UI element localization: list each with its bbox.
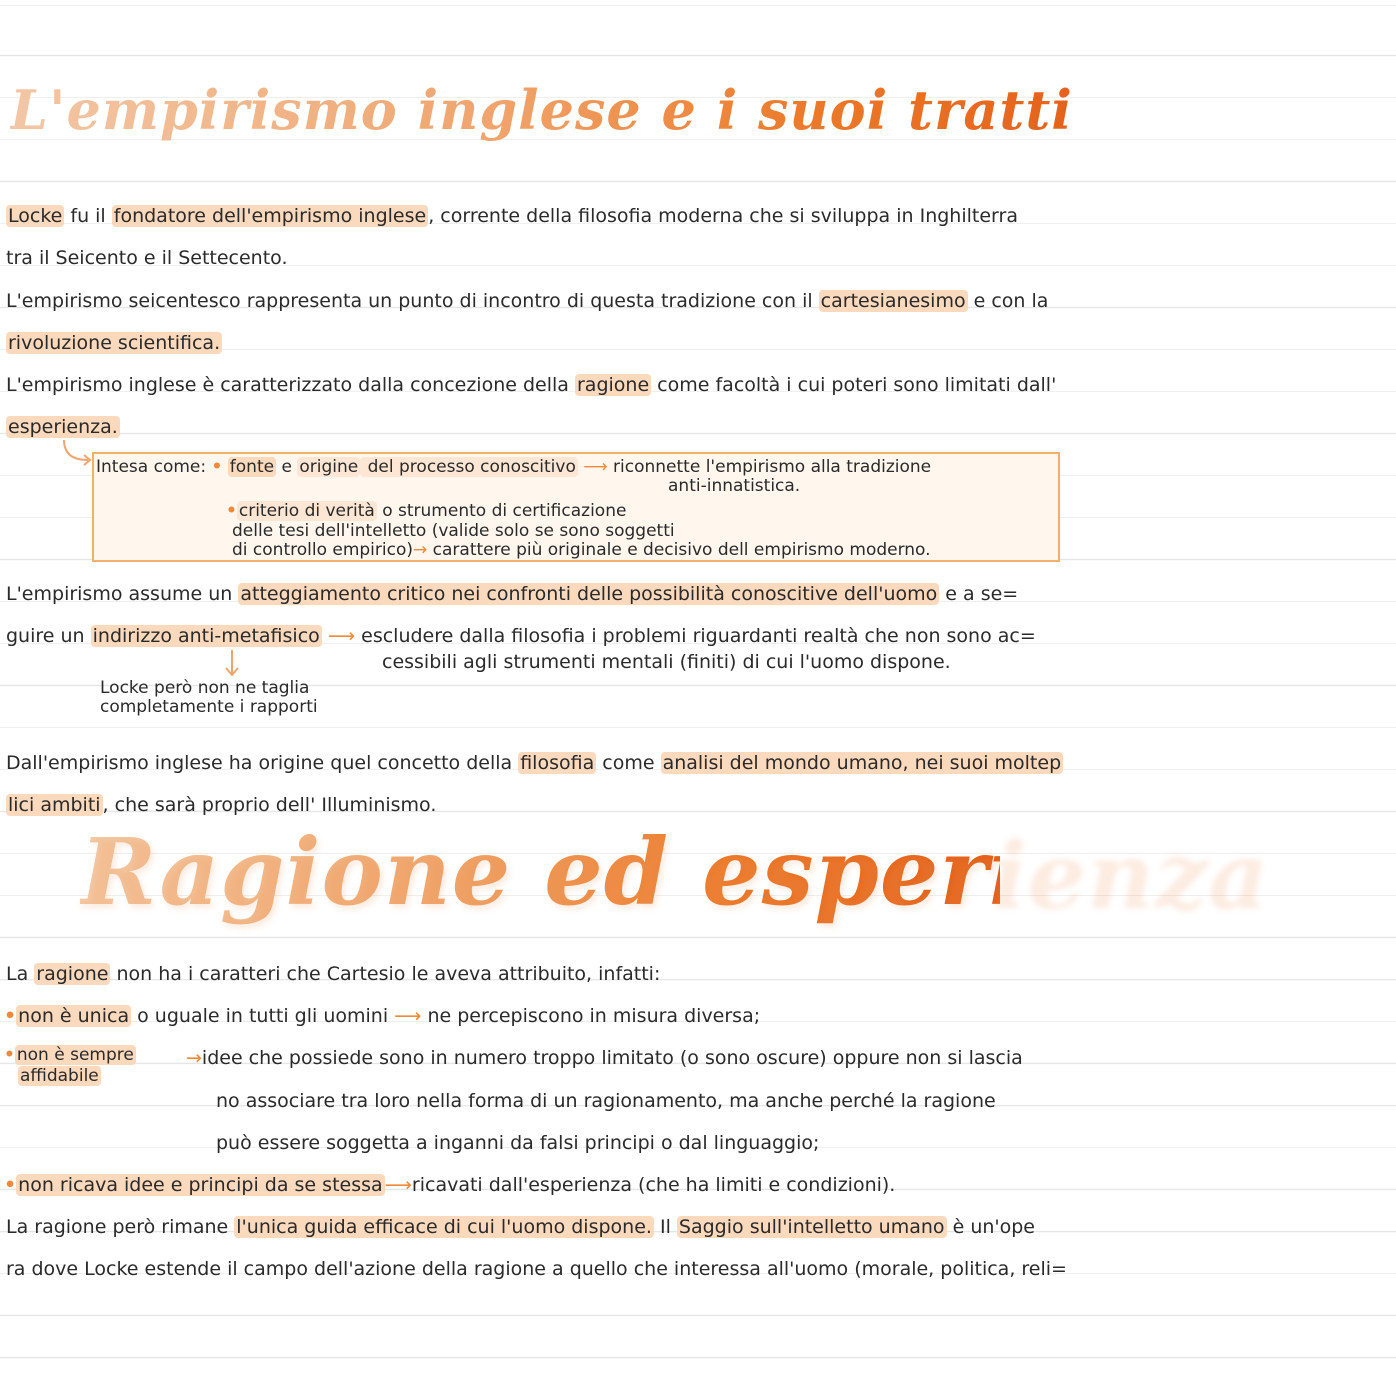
list-item-affidabile-label1 bbox=[4, 1045, 136, 1065]
highlight-anti-metafisico: indirizzo anti-metafisico bbox=[92, 625, 320, 647]
paragraph-ragione-line2 bbox=[6, 415, 120, 439]
list-item-affidabile-line2: no associare tra loro nella forma di un ragionamento, ma anche perché la ragione bbox=[216, 1090, 996, 1112]
text: è un'ope bbox=[946, 1216, 1035, 1238]
highlight-non-unica: non è unica bbox=[18, 1005, 130, 1027]
text: non ha i caratteri che Cartesio le aveva attribuito, infatti: bbox=[110, 963, 661, 985]
paragraph-seicentesco-line2 bbox=[6, 331, 222, 355]
box-line3: delle tesi dell'intelletto (valide solo se sono soggetti bbox=[232, 521, 675, 541]
paragraph-ragione-line1 bbox=[6, 373, 1056, 397]
text: L'empirismo inglese è caratterizzato dalla concezione della bbox=[6, 374, 575, 396]
bullet-icon: • bbox=[211, 457, 223, 477]
paragraph-critico-line2 bbox=[6, 624, 1036, 648]
paragraph-filosofia-line1 bbox=[6, 751, 1063, 775]
highlight-fondatore: fondatore dell'empirismo inglese bbox=[113, 205, 427, 227]
highlight-origine: origine bbox=[299, 457, 359, 477]
text: idee che possiede sono in numero troppo limitato (o sono oscure) oppure non si lascia bbox=[201, 1047, 1023, 1069]
highlight-non-ricava: non ricava idee e principi da se stessa bbox=[18, 1174, 383, 1196]
text: o uguale in tutti gli uomini bbox=[131, 1005, 389, 1027]
text: L'empirismo seicentesco rappresenta un punto di incontro di questa tradizione con il bbox=[6, 290, 819, 312]
arrow-right-icon: ⟶ bbox=[327, 625, 356, 647]
text: Dall'empirismo inglese ha origine quel concetto della bbox=[6, 752, 519, 774]
highlight-rivoluzione: rivoluzione scientifica. bbox=[8, 332, 221, 354]
list-item-affidabile-line1 bbox=[186, 1046, 1023, 1070]
box-line1b: anti-innatistica. bbox=[668, 476, 801, 496]
highlight-criterio: criterio di verità bbox=[238, 501, 375, 521]
box-line2 bbox=[226, 501, 626, 521]
highlight-analisi: analisi del mondo umano, nei suoi moltep bbox=[662, 752, 1062, 774]
highlight-fonte: fonte bbox=[229, 457, 275, 477]
text: escludere dalla filosofia i problemi riguardanti realtà che non sono ac= bbox=[361, 625, 1036, 647]
note-locke-line1: Locke però non ne taglia bbox=[100, 678, 310, 698]
list-item-unica bbox=[4, 1004, 760, 1028]
bullet-icon: • bbox=[4, 1045, 15, 1065]
highlight-ragione: ragione bbox=[576, 374, 650, 396]
list-item-affidabile-line3: può essere soggetta a inganni da falsi principi o dal linguaggio; bbox=[216, 1132, 820, 1154]
paragraph-guida-line1 bbox=[6, 1215, 1035, 1239]
highlight-locke: Locke bbox=[8, 205, 63, 227]
paragraph-guida-line2: ra dove Locke estende il campo dell'azione della ragione a quello che interessa all'uomo (morale, politica, reli= bbox=[6, 1258, 1067, 1280]
page-title: L'empirismo inglese e i suoi tratti principali bbox=[10, 78, 1396, 142]
highlight-ambiti: lici ambiti bbox=[8, 794, 101, 816]
text: o strumento di certificazione bbox=[376, 501, 627, 521]
box-line4 bbox=[232, 540, 931, 560]
arrow-right-icon: ⟶ bbox=[394, 1005, 422, 1027]
text: come bbox=[596, 752, 661, 774]
text: ne percepiscono in misura diversa; bbox=[427, 1005, 761, 1027]
arrow-right-icon: ⟶ bbox=[583, 457, 608, 477]
paragraph-seicentesco-line1 bbox=[6, 289, 1048, 313]
text: guire un bbox=[6, 625, 91, 647]
arrow-right-icon: → bbox=[186, 1047, 202, 1069]
box-intro: Intesa come: bbox=[96, 457, 212, 477]
highlight-affidabile: affidabile bbox=[20, 1066, 99, 1086]
highlight-filosofia: filosofia bbox=[520, 752, 595, 774]
text: La ragione però rimane bbox=[6, 1216, 235, 1238]
text: e a se= bbox=[939, 583, 1019, 605]
box-line1 bbox=[96, 457, 931, 477]
highlight-non-sempre: non è sempre bbox=[16, 1045, 134, 1065]
highlight-processo: del processo conoscitivo bbox=[362, 457, 576, 477]
arrow-right-icon: ⟶ bbox=[384, 1174, 412, 1196]
highlight-ragione: ragione bbox=[36, 963, 109, 985]
text: riconnette l'empirismo alla tradizione bbox=[613, 457, 932, 477]
text: , corrente della filosofia moderna che si sviluppa in Inghilterra bbox=[428, 205, 1018, 227]
text: di controllo empirico) bbox=[232, 540, 413, 560]
text: ricavati dall'esperienza (che ha limiti e condizioni). bbox=[411, 1174, 896, 1196]
text: , che sarà proprio dell' Illuminismo. bbox=[102, 794, 437, 816]
highlight-atteggiamento: atteggiamento critico nei confronti delle possibilità conoscitive dell'uomo bbox=[240, 583, 938, 605]
bullet-icon: • bbox=[4, 1005, 17, 1027]
bullet-icon: • bbox=[4, 1174, 17, 1196]
highlight-esperienza: esperienza. bbox=[8, 416, 118, 438]
text: carattere più originale e decisivo dell empirismo moderno. bbox=[427, 540, 931, 560]
section-title: Ragione ed esperienza bbox=[80, 818, 1267, 926]
text: La bbox=[6, 963, 35, 985]
arrow-right-icon: → bbox=[413, 540, 428, 560]
highlight-unica-guida: l'unica guida efficace di cui l'uomo dispone. bbox=[236, 1216, 652, 1238]
text: L'empirismo assume un bbox=[6, 583, 239, 605]
paragraph-ragione-intro bbox=[6, 962, 660, 986]
paragraph-critico-line3: cessibili agli strumenti mentali (finiti) di cui l'uomo dispone. bbox=[382, 651, 951, 673]
text: e bbox=[276, 457, 298, 477]
paragraph-filosofia-line2 bbox=[6, 793, 436, 817]
highlight-saggio: Saggio sull'intelletto umano bbox=[678, 1216, 945, 1238]
paragraph-locke-line2: tra il Seicento e il Settecento. bbox=[6, 247, 288, 269]
text: come facoltà i cui poteri sono limitati dall' bbox=[651, 374, 1057, 396]
list-item-affidabile-label2 bbox=[18, 1066, 101, 1086]
highlight-cartesianesimo: cartesianesimo bbox=[820, 290, 966, 312]
text: e con la bbox=[967, 290, 1049, 312]
text: Il bbox=[653, 1216, 677, 1238]
arrow-down-icon bbox=[222, 648, 242, 678]
paragraph-locke-line1 bbox=[6, 204, 1018, 228]
bullet-icon: • bbox=[226, 501, 237, 521]
paragraph-critico-line1 bbox=[6, 582, 1018, 606]
text: fu il bbox=[64, 205, 112, 227]
list-item-ricava bbox=[4, 1173, 895, 1197]
note-locke-line2: completamente i rapporti bbox=[100, 697, 318, 717]
